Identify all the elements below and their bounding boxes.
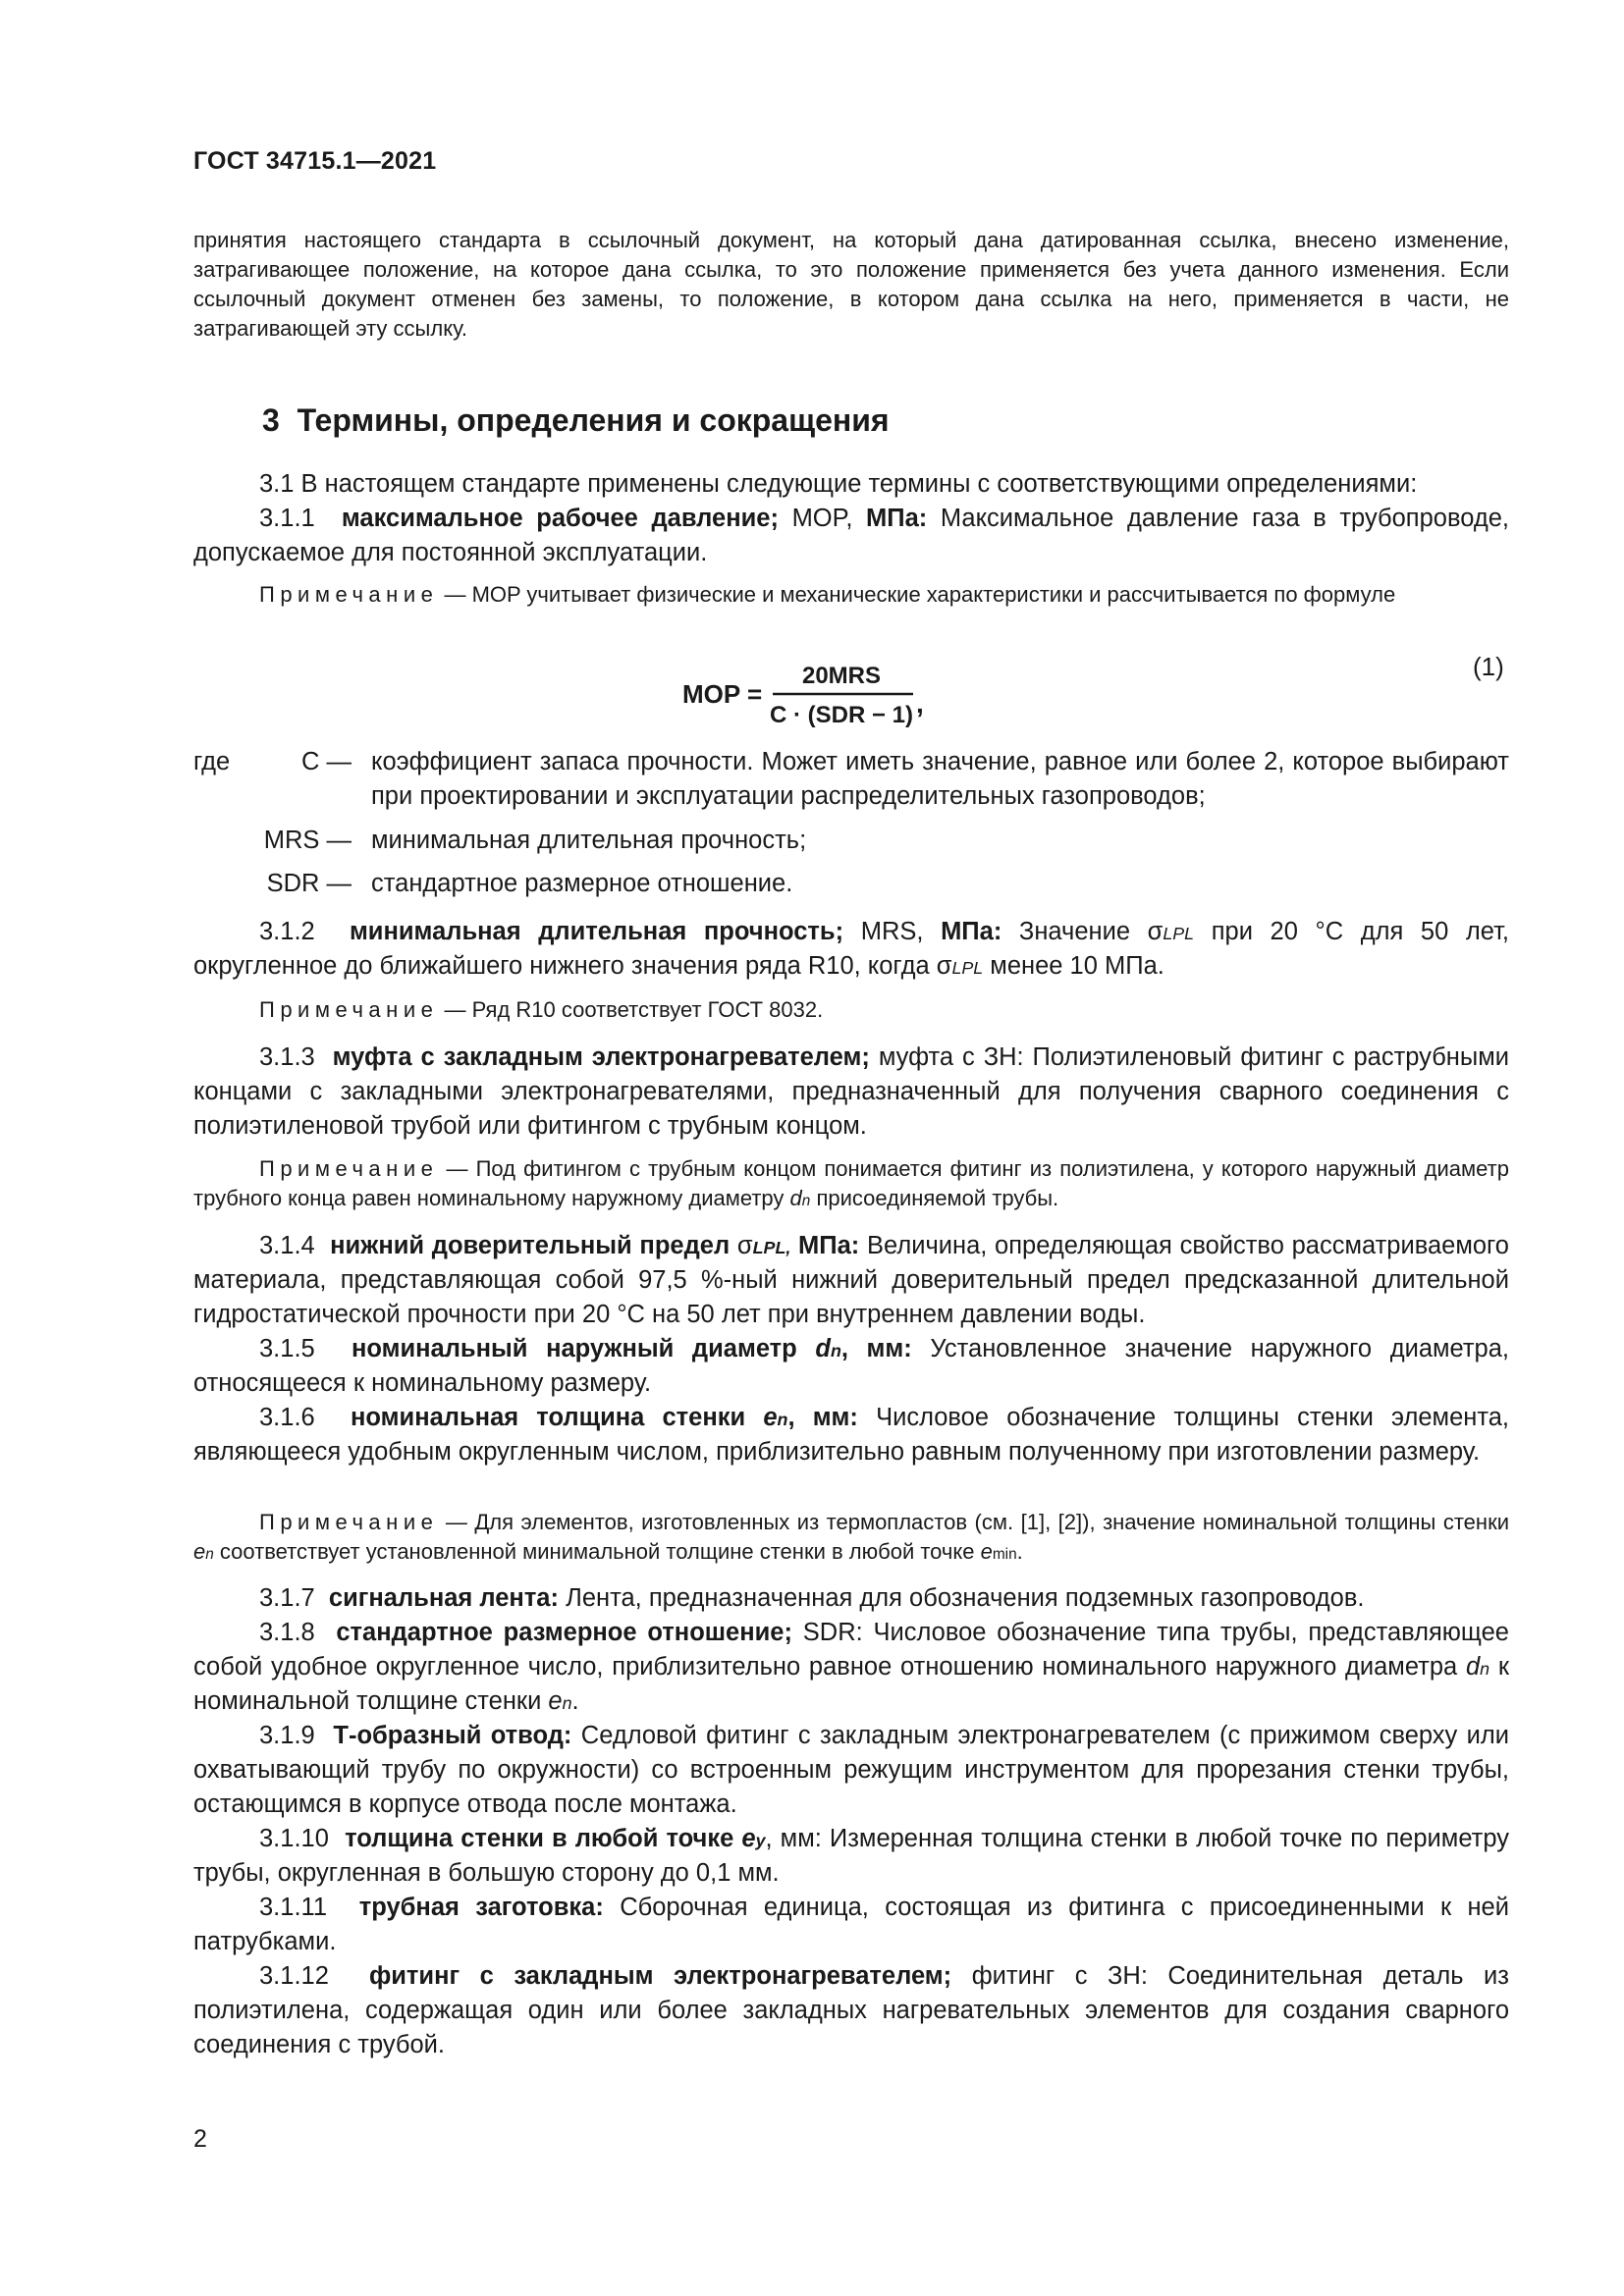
term-3-1-3-name: муфта с закладным электронагревателем; [332,1043,870,1071]
term-3-1-12-name: фитинг с закладным электронагревателем; [368,1962,952,1990]
term-3-1-7-name: сигнальная лента: [328,1584,559,1612]
where-symbol-mrs: MRS — [263,827,352,854]
where-text-sdr: стандартное размерное отношение. [371,870,793,897]
where-symbol-c: C — [301,748,352,775]
term-3-1-9-name: Т-образный отвод: [333,1722,572,1749]
section-title [262,402,890,439]
where-text-mrs: минимальная длительная прочность; [371,827,807,854]
note-label: Примечание [259,582,439,607]
term-3-1-1: 3.1.1 максимальное рабочее давление; MOP, МПа: Максимальное давление газа в трубопроводе, допускаемое для постоянной эксплуатации. [193,505,1509,566]
where-symbol-sdr: SDR — [266,870,352,897]
term-3-1-10: 3.1.10 толщина стенки в любой точке $e_y$, мм: Измеренная толщина стенки в любой точке по периметру трубы, округленная в большую сторону до 0,1 мм. [193,1825,1509,1887]
formula-comma: , [916,688,924,719]
term-3-1-2: 3.1.2 минимальная длительная прочность; MRS, МПа: Значение $\sigma_{LPL}$ при 20 °C для 50 лет, округленное до ближайшего нижнего значения ряда R10, когда $\sigma_{LPL}$ менее 10 МПа. [193,918,1510,980]
document-header-code: ГОСТ 34715.1—2021 [193,147,437,175]
page-number: 2 [193,2125,207,2153]
term-3-1-4-name: нижний доверительный предел [330,1232,731,1259]
term-3-1-5: 3.1.5 номинальный наружный диаметр $d_n$, мм: Установленное значение наружного диаметра, относящееся к номинальному размеру. [193,1335,1509,1397]
formula-numerator: 20MRS [801,663,882,689]
term-3-1-8-name: стандартное размерное отношение; [336,1619,792,1646]
note-2: Примечание — Ряд R10 соответствует ГОСТ 8032. [259,997,824,1022]
section-number: 3 [262,402,280,438]
term-3-1-9: 3.1.9 Т-образный отвод: Седловой фитинг с закладным электронагревателем (с прижимом сверху или охватывающий трубу по окружности) со встроенным режущим инструментом для прорезания стенки трубы, остающимся в корпусе отвода после монтажа. [193,1722,1510,1818]
where-text-c: коэффициент запаса прочности. Может иметь значение, равное или более 2, которое выбирают при проектировании и эксплуатации распределительных газопроводов; [371,748,1509,810]
term-3-1-2-name: минимальная длительная прочность; [349,918,844,945]
formula-lhs: MOP = [682,679,763,709]
note-3: Примечание — Под фитингом с трубным концом понимается фитинг из полиэтилена, у которого наружный диаметр трубного конца равен номинальному наружному диаметру $d_n$ присоединяемой трубы. [193,1156,1509,1210]
term-3-1-12: 3.1.12 фитинг с закладным электронагревателем; фитинг с ЗН: Соединительная деталь из полиэтилена, содержащая один или более закладных нагревательных элементов для создания сварного соединения с трубой. [193,1962,1509,2058]
intro-paragraph: принятия настоящего стандарта в ссылочный документ, на который дана датированная ссылка, внесено изменение, затрагивающее положение, на которое дана ссылка, то это положение применяется без учета данного изменения. Если ссылочный документ отменен без замены, то положение, в котором дана ссылка на него, применяется в части, не затрагивающей эту ссылку. [193,228,1509,341]
clause-3-1: 3.1 В настоящем стандарте применены следующие термины с соответствующими определениями: [259,470,1418,498]
formula-number: (1) [1473,652,1504,681]
formula-graphic [682,656,977,734]
term-3-1-5-name: номинальный наружный диаметр [351,1335,797,1362]
term-3-1-3: 3.1.3 муфта с закладным электронагревателем; муфта с ЗН: Полиэтиленовый фитинг с раструбными концами с закладными электронагревателями, предназначенный для получения сварного соединения с полиэтиленовой трубой или фитингом с трубным концом. [193,1043,1509,1140]
term-3-1-6-name: номинальная толщина стенки [351,1404,746,1431]
term-3-1-6: 3.1.6 номинальная толщина стенки $e_n$, мм: Числовое обозначение толщины стенки элемента, являющееся удобным округленным числом, приблизительно равным полученному при изготовлении размеру. [193,1404,1509,1466]
where-label: где [193,748,231,775]
term-3-1-11-name: трубная заготовка: [358,1894,604,1921]
term-3-1-8: 3.1.8 стандартное размерное отношение; SDR: Числовое обозначение типа трубы, представляющее собой удобное округленное число, приблизительно равное отношению номинального наружного диаметра $d_n$ к номинальной толщине стенки $e_n$. [193,1619,1509,1715]
term-3-1-7: 3.1.7 сигнальная лента: Лента, предназначенная для обозначения подземных газопроводов. [259,1584,1365,1612]
note-1: Примечание — MOP учитывает физические и механические характеристики и рассчитывается по формуле [259,582,1396,607]
term-3-1-10-name: толщина стенки в любой точке [345,1825,734,1852]
term-3-1-4: 3.1.4 нижний доверительный предел $\sigma_{LPL,}$ МПа: Величина, определяющая свойство рассматриваемого материала, представляющая собой 97,5 %-ный нижний доверительный предел предсказанной длительной гидростатической прочности при 20 °C на 50 лет при внутреннем давлении воды. [193,1232,1509,1328]
term-3-1-11: 3.1.11 трубная заготовка: Сборочная единица, состоящая из фитинга с присоединенными к ней патрубками. [193,1894,1509,1955]
section-title-text: Термины, определения и сокращения [297,402,890,438]
note-4: Примечание — Для элементов, изготовленных из термопластов (см. [1], [2]), значение номинальной толщины стенки $e_n$ соответствует установленной минимальной толщине стенки в любой точке $e_{min}$. [193,1510,1509,1564]
formula-mop [682,656,977,734]
term-3-1-1-name: максимальное рабочее давление; [341,505,779,532]
formula-denominator: C · (SDR − 1) [769,702,914,728]
